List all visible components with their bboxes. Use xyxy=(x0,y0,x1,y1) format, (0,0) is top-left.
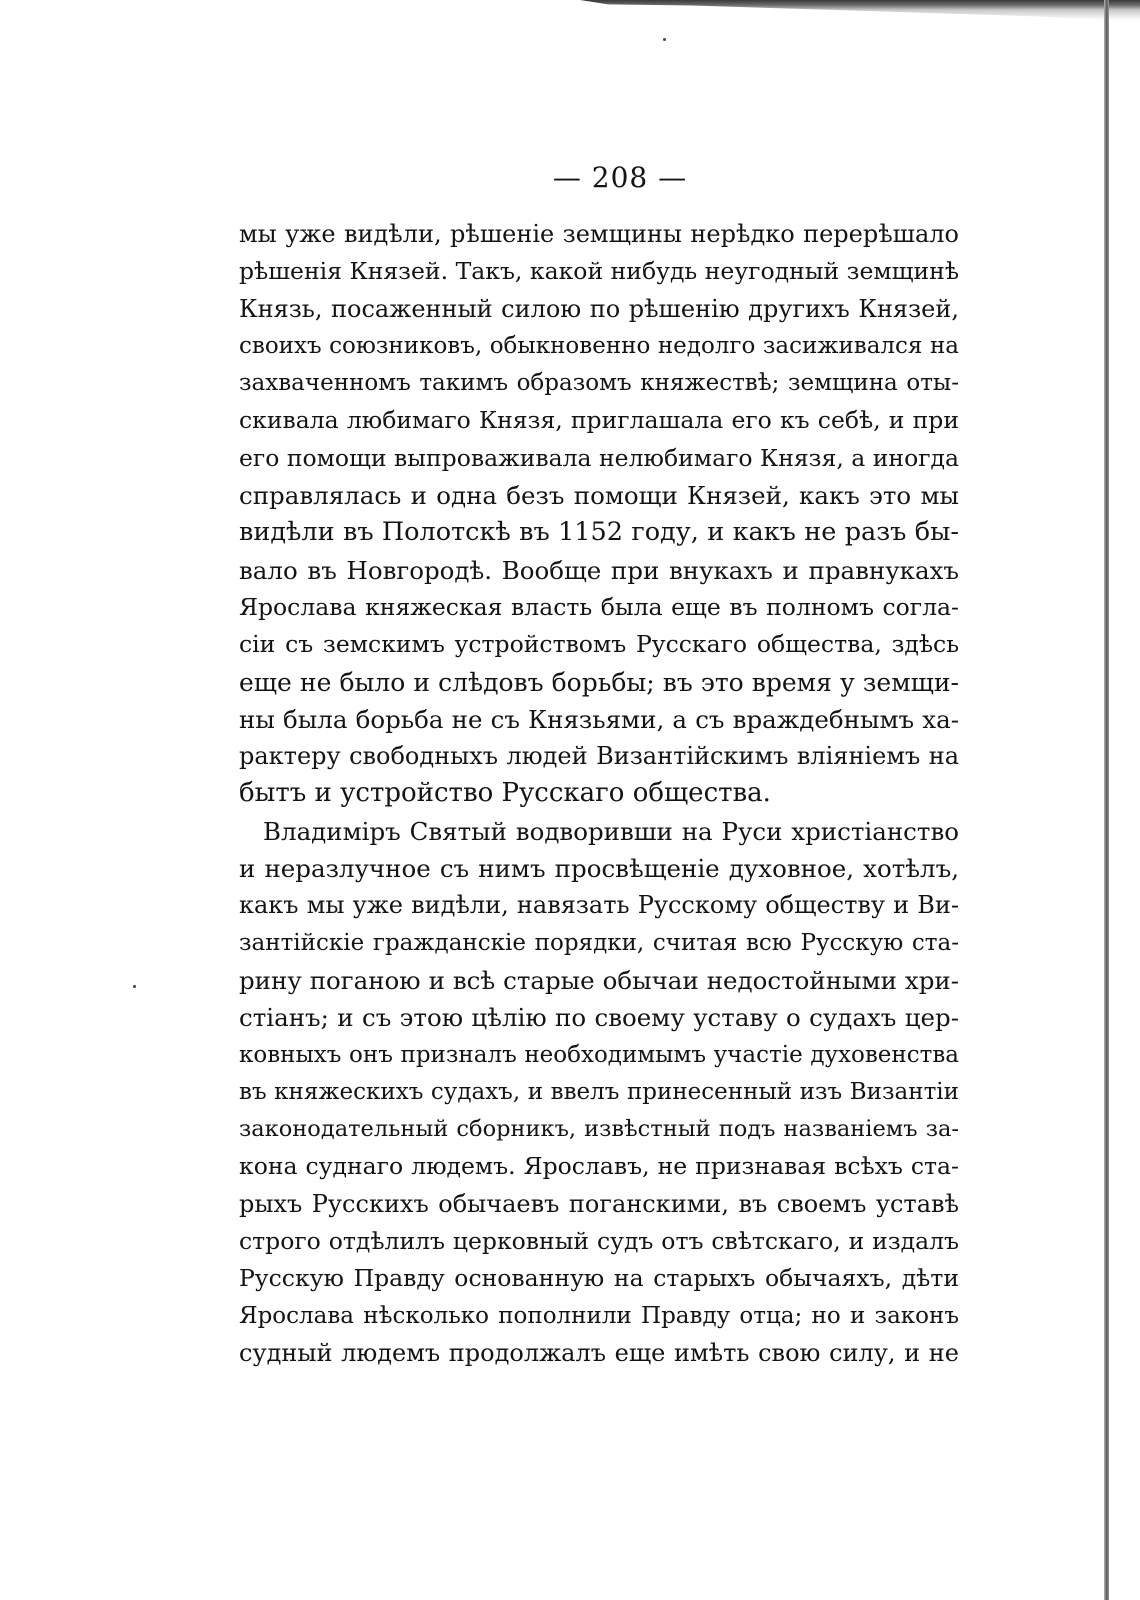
scan-edge-right xyxy=(1104,0,1109,1600)
text-line: его помощи выпроваживала нелюбимаго Князя, а иногда xyxy=(239,443,960,472)
scan-speck xyxy=(133,985,136,988)
text-line: справлялась и одна безъ помощи Князей, какъ это мы xyxy=(239,481,959,511)
page-number: — 208 — xyxy=(552,161,688,194)
text-line: рыхъ Русскихъ обычаевъ поганскими, въ своемъ уставѣ xyxy=(239,1189,959,1218)
scan-speck xyxy=(663,38,666,41)
text-line: Русскую Правду основанную на старыхъ обычаяхъ, дѣти xyxy=(239,1264,959,1293)
text-line: кона суднаго людемъ. Ярославъ, не признавая всѣхъ ста- xyxy=(239,1152,959,1181)
text-line: еще не было и слѣдовъ борьбы; въ это время у земщи- xyxy=(239,667,959,697)
text-line: скивала любимаго Князя, приглашала его къ себѣ, и при xyxy=(239,406,959,435)
text-line: зантійскіе гражданскіе порядки, считая всю Русскую ста- xyxy=(239,929,959,956)
text-line: видѣли въ Полотскѣ въ 1152 году, и какъ не разъ бы- xyxy=(239,517,959,548)
text-line: захваченномъ такимъ образомъ княжествѣ; земщина оты- xyxy=(239,370,959,397)
text-line: какъ мы уже видѣли, навязать Русскому обществу и Ви- xyxy=(239,891,959,920)
paragraph-end-line: бытъ и устройство Русскаго общества. xyxy=(239,778,771,809)
text-line: судный людемъ продолжалъ еще имѣть свою силу, и не xyxy=(239,1338,959,1367)
text-line: строго отдѣлилъ церковный судъ отъ свѣтскаго, и издалъ xyxy=(239,1227,959,1256)
text-line: Князь, посаженный силою по рѣшенію другихъ Князей, xyxy=(239,294,959,323)
text-line: ковныхъ онъ призналъ необходимымъ участіе духовенства xyxy=(239,1041,959,1068)
text-line: ны была борьба не съ Князьями, а съ враждебнымъ ха- xyxy=(239,704,959,734)
text-line: сіи съ земскимъ устройствомъ Русскаго общества, здѣсь xyxy=(239,630,959,659)
text-line: рѣшенія Князей. Такъ, какой нибудь неугодный земщинѣ xyxy=(239,257,959,286)
paragraph-start-line: Владиміръ Святый водворивши на Руси христіанство xyxy=(263,816,959,846)
text-line: рактеру свободныхъ людей Византійскимъ вліяніемъ на xyxy=(239,742,959,771)
text-line: своихъ союзниковъ, обыкновенно недолго засиживался на xyxy=(239,332,959,359)
body-text xyxy=(239,216,959,1372)
text-line: Ярослава нѣсколько пополнили Правду отца; но и законъ xyxy=(239,1302,959,1329)
text-line: мы уже видѣли, рѣшеніе земщины нерѣдко перерѣшало xyxy=(239,220,959,248)
text-line: рину поганою и всѣ старые обычаи недостойными хри- xyxy=(239,965,959,995)
text-line: стіанъ; и съ этою цѣлію по своему уставу о судахъ цер- xyxy=(239,1003,959,1033)
text-line: и неразлучное съ нимъ просвѣщеніе духовное, хотѣлъ, xyxy=(239,854,959,884)
scan-shadow-top xyxy=(580,0,1140,22)
text-line: вало въ Новгородѣ. Вообще при внукахъ и правнукахъ xyxy=(239,555,959,585)
text-line: въ княжескихъ судахъ, и ввелъ принесенный изъ Византіи xyxy=(239,1078,959,1105)
text-line: Ярослава княжеская власть была еще въ полномъ согла- xyxy=(239,592,959,621)
text-line: законодательный сборникъ, извѣстный подъ названіемъ за- xyxy=(239,1116,959,1143)
